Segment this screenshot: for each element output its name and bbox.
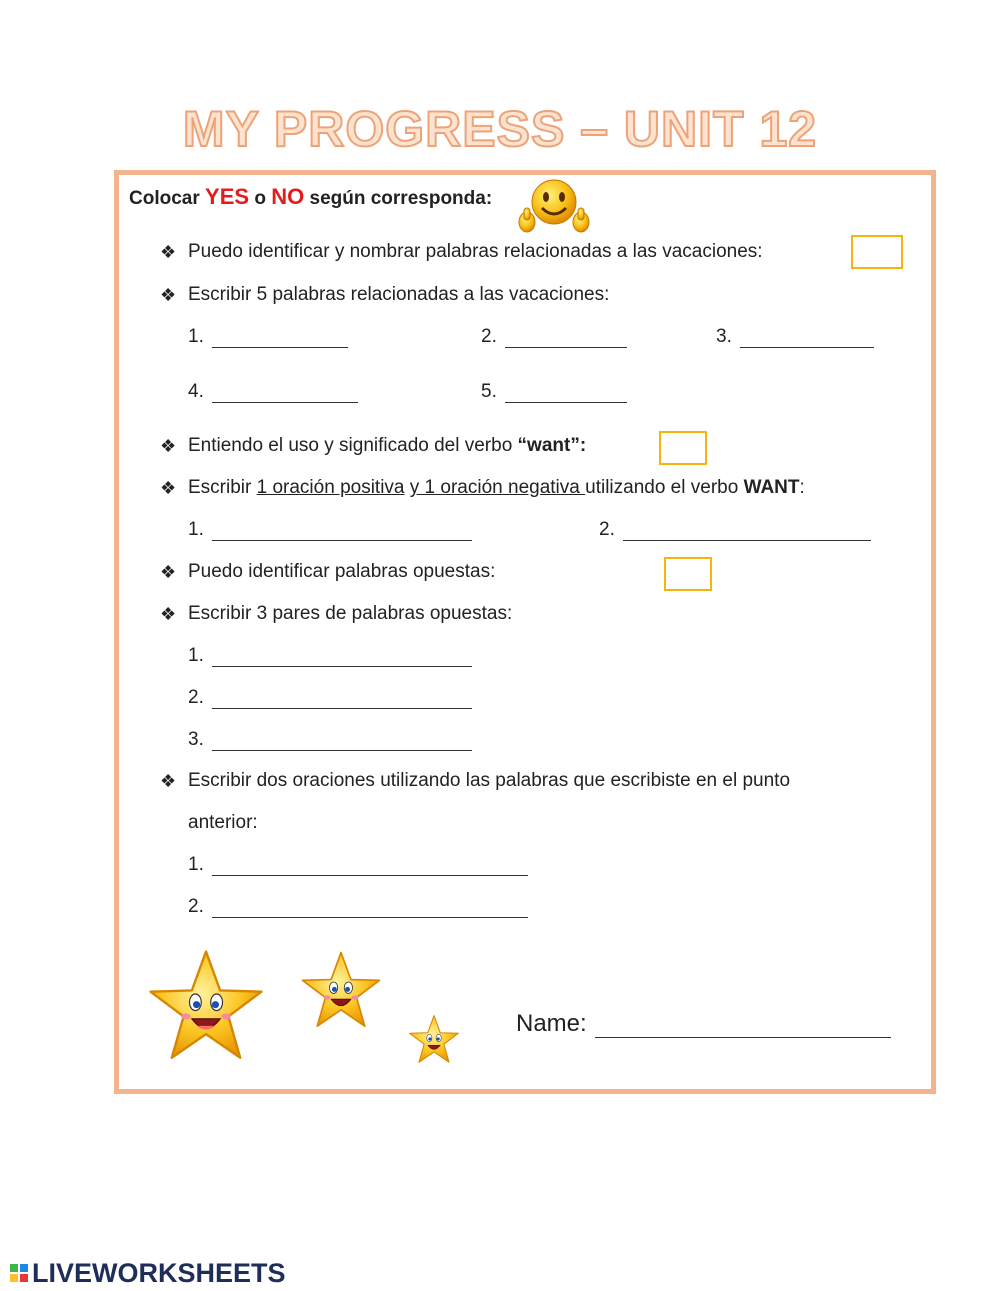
logo-text: LIVEWORKSHEETS xyxy=(32,1258,286,1288)
yes-no-box-2[interactable] xyxy=(659,431,707,465)
item-verb-want-text: Entiendo el uso y significado del verbo xyxy=(188,435,518,456)
item-identify-opposites: Puedo identificar palabras opuestas: xyxy=(188,561,496,582)
item-write-sentences-line2: anterior: xyxy=(188,812,258,833)
bullet-icon: ❖ xyxy=(160,771,177,791)
answer-number: 1. xyxy=(188,645,204,666)
yes-no-box-1[interactable] xyxy=(851,235,903,269)
answer-vacation-4[interactable] xyxy=(188,381,358,403)
instruction xyxy=(129,184,492,210)
answer-number: 2. xyxy=(599,519,615,540)
instruction-suffix: según corresponda: xyxy=(304,188,493,209)
answer-opposite-1[interactable] xyxy=(188,645,472,667)
answer-vacation-2[interactable] xyxy=(481,326,627,348)
answer-number: 2. xyxy=(188,896,204,917)
answer-vacation-1[interactable] xyxy=(188,326,348,348)
answer-number: 5. xyxy=(481,381,497,402)
bullet-icon: ❖ xyxy=(160,562,177,582)
bullet-icon: ❖ xyxy=(160,478,177,498)
bullet-icon: ❖ xyxy=(160,436,177,456)
instruction-middle: o xyxy=(249,188,272,209)
liveworksheets-logo-icon xyxy=(10,1262,30,1284)
item-verb-want-bold: “want”: xyxy=(517,435,587,456)
answer-number: 4. xyxy=(188,381,204,402)
text-segment: : xyxy=(799,477,805,498)
instruction-yes: YES xyxy=(205,184,250,209)
answer-vacation-3[interactable] xyxy=(716,326,874,348)
instruction-prefix: Colocar xyxy=(129,188,206,209)
bullet-icon: ❖ xyxy=(160,604,177,624)
answer-want-2[interactable] xyxy=(599,519,871,541)
page-title: MY PROGRESS – UNIT 12 xyxy=(182,101,818,157)
answer-sentence-1[interactable] xyxy=(188,854,528,876)
star-face-small-icon xyxy=(408,1014,460,1066)
text-segment: Escribir xyxy=(188,477,257,498)
text-segment: utilizando el verbo xyxy=(585,477,744,498)
underlined-negative: y 1 oración negativa xyxy=(409,477,586,498)
answer-number: 1. xyxy=(188,854,204,875)
answer-vacation-5[interactable] xyxy=(481,381,627,403)
underlined-positive: 1 oración positiva xyxy=(256,477,405,498)
item-write-sentences-line1: Escribir dos oraciones utilizando las palabras que escribiste en el punto xyxy=(188,770,791,791)
yes-no-box-3[interactable] xyxy=(664,557,712,591)
liveworksheets-logo xyxy=(10,1258,286,1289)
answer-opposite-2[interactable] xyxy=(188,687,472,709)
answer-number: 3. xyxy=(188,729,204,750)
item-identify-vacation-words: Puedo identificar y nombrar palabras relacionadas a las vacaciones: xyxy=(188,241,763,262)
bold-want: WANT xyxy=(743,477,800,498)
item-verb-want xyxy=(188,435,586,457)
answer-number: 2. xyxy=(188,687,204,708)
answer-number: 3. xyxy=(716,326,732,347)
name-label: Name: xyxy=(516,1010,587,1037)
item-write-vacation-words: Escribir 5 palabras relacionadas a las vacaciones: xyxy=(188,284,610,305)
name-field[interactable] xyxy=(516,1010,891,1038)
item-write-want-sentences xyxy=(188,477,805,499)
item-write-opposites: Escribir 3 pares de palabras opuestas: xyxy=(188,603,513,624)
thumbs-up-emoji-icon xyxy=(518,176,590,234)
answer-number: 2. xyxy=(481,326,497,347)
bullet-icon: ❖ xyxy=(160,242,177,262)
answer-number: 1. xyxy=(188,519,204,540)
instruction-no: NO xyxy=(271,184,305,209)
answer-number: 1. xyxy=(188,326,204,347)
bullet-icon: ❖ xyxy=(160,285,177,305)
answer-opposite-3[interactable] xyxy=(188,729,472,751)
star-face-medium-icon xyxy=(300,950,382,1032)
star-face-large-icon xyxy=(146,948,266,1066)
answer-want-1[interactable] xyxy=(188,519,472,541)
answer-sentence-2[interactable] xyxy=(188,896,528,918)
